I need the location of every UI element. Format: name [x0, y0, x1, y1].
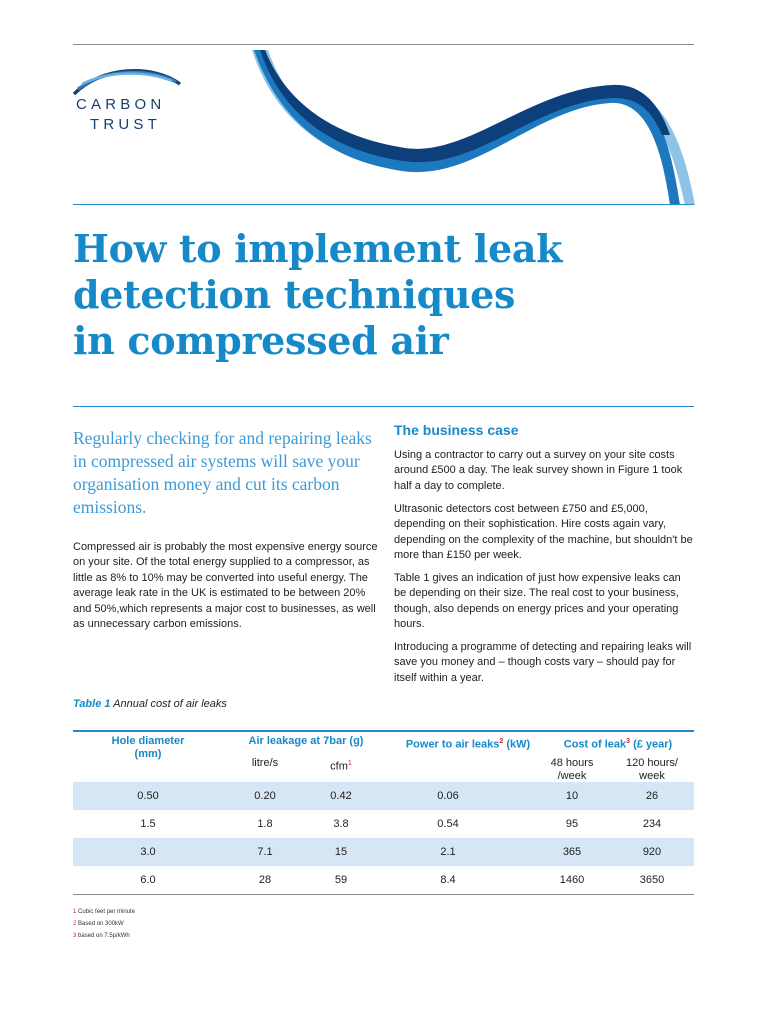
subheader-120-line1: 120 hours/ — [626, 757, 678, 769]
logo-word-carbon: CARBON — [76, 96, 166, 113]
cell-litre: 0.20 — [254, 790, 276, 802]
table-row — [73, 782, 694, 810]
footnote-marker: 3 — [73, 933, 77, 939]
cell-cost-48: 95 — [565, 818, 579, 830]
cell-litre: 7.1 — [257, 846, 273, 858]
header-cost-sup: 3 — [626, 738, 631, 745]
header-air-leakage: Air leakage at 7bar (g) — [248, 735, 364, 747]
table-top-rule — [73, 730, 694, 732]
subheader-48-hours — [537, 757, 607, 783]
logo-swoosh-icon — [72, 60, 182, 96]
subheader-120-line2: week — [639, 770, 665, 782]
cell-power: 2.1 — [440, 846, 456, 858]
business-case-section — [394, 422, 696, 694]
subheader-cfm — [311, 757, 371, 774]
footnote-text: Cubic feet per minute — [78, 909, 136, 915]
lead-paragraph: Regularly checking for and repairing leaks in compressed air systems will save your organisation money and cut its carbon emissions. — [73, 428, 372, 517]
cell-cost-120: 26 — [645, 790, 659, 802]
ribbon-graphic — [230, 45, 695, 205]
cell-cfm: 59 — [334, 874, 348, 886]
intro-paragraph: Compressed air is probably the most expensive energy source on your site. Of the total energy supplied to a compressor, as little as 8% to 10% may be converted into useful energy. The average leak rate in the UK is estimated to be between 20% and 50%,which represents a major cost to businesses, as well as unnecessary carbon emissions. — [73, 541, 378, 631]
footnote-marker: 1 — [73, 909, 77, 915]
subheader-cfm-sup: 1 — [347, 760, 352, 767]
cell-cost-120: 3650 — [639, 874, 665, 886]
cell-litre: 1.8 — [257, 818, 273, 830]
cell-cost-48: 1460 — [559, 874, 585, 886]
page-title — [73, 226, 693, 364]
business-case-paragraph: Table 1 gives an indication of just how expensive leaks can be depending on their size. The real cost to your business, though, also depends on energy prices and your operating hours. — [394, 571, 681, 631]
footnote — [73, 933, 130, 939]
header-cost-text: Cost of leak — [563, 738, 627, 751]
header-divider — [73, 204, 694, 205]
cell-hole: 6.0 — [140, 874, 156, 886]
table-row — [73, 810, 694, 838]
header-hole-line1: Hole diameter — [111, 735, 185, 747]
cell-litre: 28 — [258, 874, 272, 886]
cell-cfm: 3.8 — [333, 818, 349, 830]
table-row — [73, 866, 694, 894]
cell-power: 0.54 — [437, 818, 459, 830]
header-power — [383, 735, 553, 752]
cell-power: 0.06 — [437, 790, 459, 802]
cell-hole: 1.5 — [140, 818, 156, 830]
cell-hole: 0.50 — [137, 790, 159, 802]
title-line-3: in compressed air — [73, 318, 449, 363]
footnote-text: Based on 300kW — [78, 921, 124, 927]
subheader-litre: litre/s — [251, 757, 279, 769]
footnote — [73, 909, 135, 915]
cell-power: 8.4 — [440, 874, 456, 886]
business-case-paragraph: Using a contractor to carry out a survey on your site costs around £500 a day. The leak survey shown in Figure 1 took half a day to complete. — [394, 449, 683, 492]
cell-hole: 3.0 — [140, 846, 156, 858]
footnote-marker: 2 — [73, 921, 77, 927]
header-cost-unit: (£ year) — [630, 738, 673, 751]
header-power-text: Power to air leaks — [405, 738, 500, 751]
table-caption-text: Annual cost of air leaks — [110, 698, 227, 710]
carbon-trust-logo — [72, 60, 182, 135]
cell-cost-48: 10 — [565, 790, 579, 802]
business-case-heading: The business case — [394, 422, 519, 438]
cell-cost-120: 920 — [642, 846, 662, 858]
footnote — [73, 921, 124, 927]
cell-cost-48: 365 — [562, 846, 582, 858]
table-row — [73, 838, 694, 866]
title-divider — [73, 406, 694, 407]
subheader-48-line2: /week — [557, 770, 587, 782]
logo-word-trust: TRUST — [90, 116, 161, 133]
business-case-paragraph: Ultrasonic detectors cost between £750 and £5,000, depending on their sophistication. Hire costs again vary, depending on the complexity of the machine, but shouldn't be more than £150 per week. — [394, 502, 693, 561]
leak-cost-table — [73, 730, 694, 886]
header-power-unit: (kW) — [503, 738, 531, 751]
cell-cost-120: 234 — [642, 818, 662, 830]
header-hole-diameter — [83, 735, 213, 761]
subheader-120-hours — [617, 757, 687, 783]
title-line-1: How to implement leak — [73, 226, 563, 271]
header-cost — [543, 735, 693, 752]
table-caption-number: Table 1 — [73, 698, 111, 710]
subheader-48-line1: 48 hours — [550, 757, 594, 769]
subheader-cfm-text: cfm — [330, 760, 348, 773]
cell-cfm: 15 — [334, 846, 348, 858]
business-case-paragraph: Introducing a programme of detecting and repairing leaks will save you money and – though costs vary – should pay for itself within a year. — [394, 640, 692, 684]
title-line-2: detection techniques — [73, 272, 516, 317]
table-caption — [73, 698, 227, 710]
header-hole-line2: (mm) — [134, 748, 162, 760]
cell-cfm: 0.42 — [330, 790, 352, 802]
footnote-text: based on 7.5p/kWh — [78, 933, 130, 939]
header-power-sup: 2 — [499, 738, 504, 745]
table-bottom-rule — [73, 894, 694, 895]
